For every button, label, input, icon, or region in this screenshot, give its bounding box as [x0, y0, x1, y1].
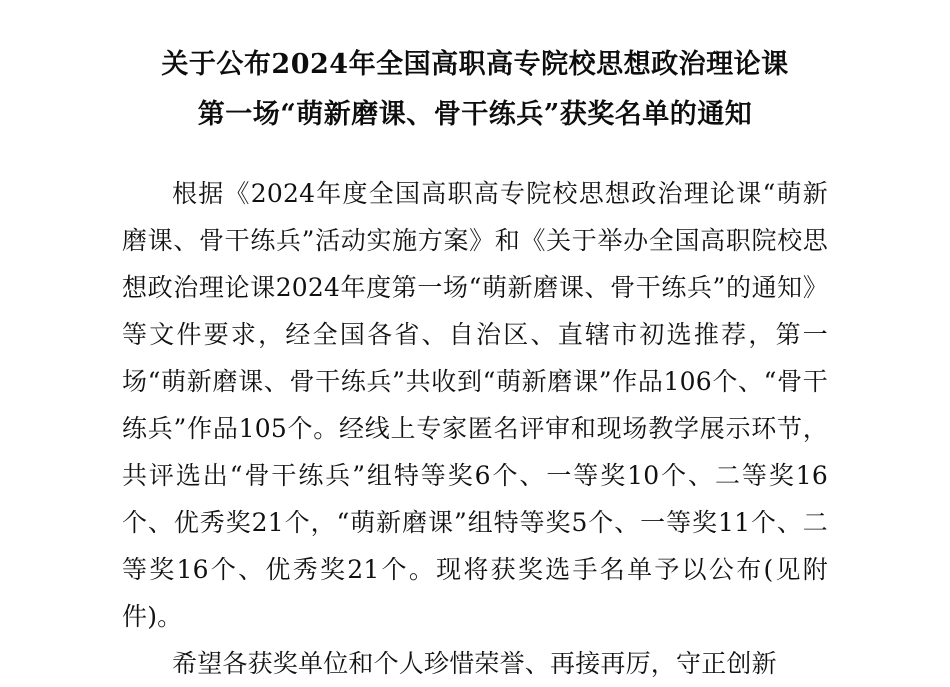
paragraph-1: 根据《2024年度全国高职高专院校思想政治理论课“萌新磨课、骨干练兵”活动实施方案》和《关于举办全国高职院校思想政治理论课2024年度第一场“萌新磨课、骨干练兵”的通知》等文件要求，经全国各省、自治区、直辖市初选推荐，第一场“萌新磨课、骨干练兵”共收到“萌新磨课”作品106个、“骨干练兵”作品105个。经线上专家匿名评审和现场教学展示环节，共评选出“骨干练兵”组特等奖6个、一等奖10个、二等奖16个、优秀奖21个，“萌新磨课”组特等奖5个、一等奖11个、二等奖16个、优秀奖21个。现将获奖选手名单予以公布(见附件)。 [122, 179, 828, 631]
title-line-1: 关于公布2024年全国高职高专院校思想政治理论课 [161, 49, 789, 80]
title-line-2: 第一场“萌新磨课、骨干练兵”获奖名单的通知 [197, 99, 753, 130]
title-spacer [122, 140, 828, 170]
document-body [122, 170, 828, 687]
paragraph-2: 希望各获奖单位和个人珍惜荣誉、再接再厉，守正创新 [172, 649, 777, 678]
page-title [122, 40, 828, 140]
